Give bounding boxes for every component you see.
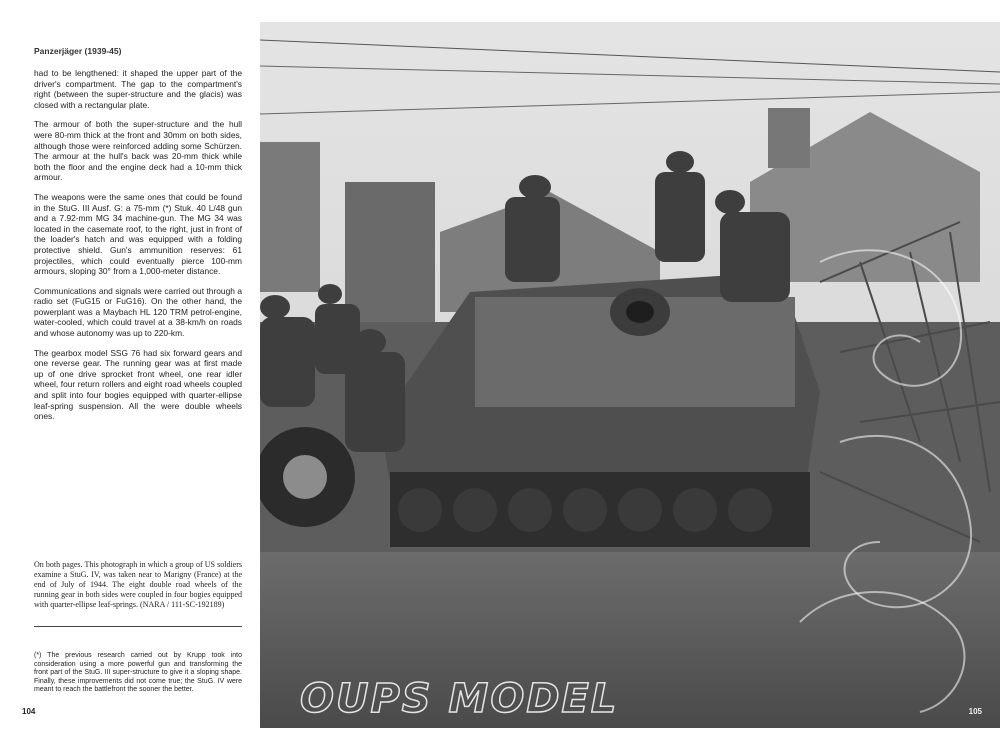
running-head: Panzerjäger (1939-45) [34,46,122,56]
body-paragraph-4: Communications and signals were carried out through a radio set (FuG15 or FuG16). On the other hand, the powerplant was a Maybach HL 120 TRM petrol-engine, water-cooled, which could travel at a 38-km/h on roads and whose autonomy was up to 220-km. [34,285,242,339]
left-column [34,46,242,431]
tank-photograph [260,22,1000,728]
body-paragraph-5: The gearbox model SSG 76 had six forward gears and one reverse gear. The running gear was at first made up of one drive sprocket front wheel, one rear idler wheel, four return rollers and eight road wheels coupled and split into four bogies equipped with quarter-ellipse leaf-spring suspension. All the were double wheels ones. [34,347,242,422]
photo-illustration [260,22,1000,728]
footnote-divider [34,626,242,627]
watermark-text: OUPS MODEL [300,676,619,722]
body-text [34,68,242,422]
page-number-left: 104 [22,707,36,716]
body-paragraph-2: The armour of both the super-structure and the hull were 80-mm thick at the front and 30mm on both sides, although those were reinforced adding some Schürzen. The armour at the hull's back was 20-mm thick while both the floor and the engine deck had a 10-mm thick armour. [34,119,242,183]
footnote: (*) The previous research carried out by Krupp took into consideration using a more powerful gun and transforming the front part of the StuG. III super-structure to give it a sloping shape. Finally, these improvements did not come true; the StuG. IV were meant to reach the battlefront the sooner the better. [34,652,242,694]
body-paragraph-3: The weapons were the same ones that could be found in the StuG. III Ausf. G: a 75-mm (*) Stuk. 40 L/48 gun and a 7.92-mm MG 34 machine-gun. The MG 34 was located in the casemate roof, to the right, just in front of the loader's hatch and was equipped with a folding protective shield. Gun's ammunition reserves: 61 projectiles, which could eventually pierce 100-mm armours, sloping 30° from a 1,000-meter distance. [34,191,242,277]
page-number-right: 105 [968,707,982,716]
body-paragraph-1: had to be lengthened: it shaped the upper part of the driver's compartment. The gap to the compartment's right (between the super-structure and the glacis) was closed with a rectangular plate. [34,68,242,110]
photo-caption: On both pages. This photograph in which a group of US soldiers examine a StuG. IV, was taken near to Marigny (France) at the end of July of 1944. The eight double road wheels of the running gear in both sides were coupled in four bogies equipped with quarter-ellipse leaf-springs. (NARA / 111-SC-192189) [34,560,242,609]
